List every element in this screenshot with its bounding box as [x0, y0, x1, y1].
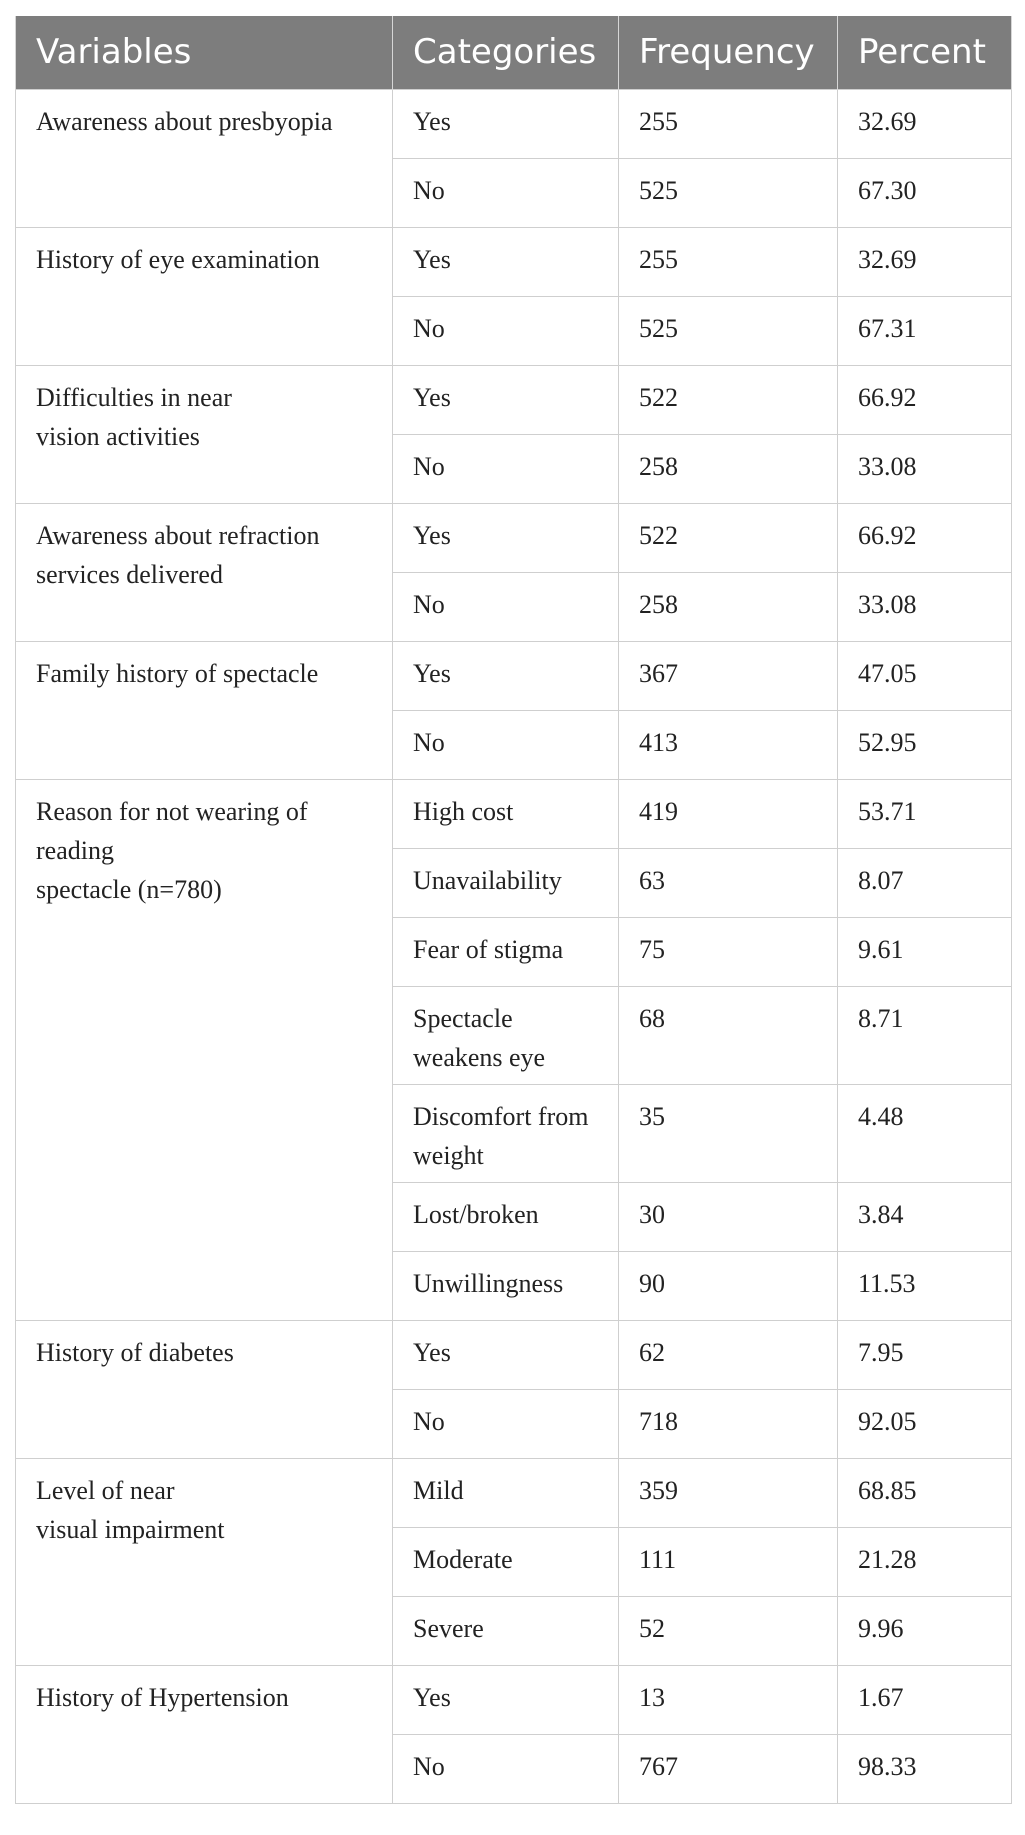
variable-cell: History of Hypertension [16, 1665, 393, 1803]
category-cell: Yes [393, 1665, 619, 1734]
frequency-cell: 255 [619, 227, 838, 296]
variable-cell: Family history of spectacle [16, 641, 393, 779]
percent-cell: 68.85 [838, 1458, 1012, 1527]
frequency-cell: 367 [619, 641, 838, 710]
frequency-cell: 525 [619, 296, 838, 365]
percent-cell: 3.84 [838, 1182, 1012, 1251]
table-row [16, 1458, 1012, 1527]
percent-cell: 33.08 [838, 572, 1012, 641]
frequency-cell: 63 [619, 848, 838, 917]
frequency-cell: 522 [619, 365, 838, 434]
percent-cell: 11.53 [838, 1251, 1012, 1320]
percent-cell: 9.96 [838, 1596, 1012, 1665]
frequency-cell: 13 [619, 1665, 838, 1734]
percent-cell: 4.48 [838, 1084, 1012, 1182]
category-cell: Moderate [393, 1527, 619, 1596]
header-frequency: Frequency [619, 16, 838, 89]
category-cell: Unavailability [393, 848, 619, 917]
percent-cell: 98.33 [838, 1734, 1012, 1803]
table-row [16, 89, 1012, 158]
percent-cell: 33.08 [838, 434, 1012, 503]
percent-cell: 67.30 [838, 158, 1012, 227]
percent-cell: 47.05 [838, 641, 1012, 710]
frequency-cell: 255 [619, 89, 838, 158]
frequency-cell: 525 [619, 158, 838, 227]
percent-cell: 67.31 [838, 296, 1012, 365]
percent-cell: 7.95 [838, 1320, 1012, 1389]
variable-cell: Difficulties in near vision activities [16, 365, 393, 503]
variable-cell: Reason for not wearing of reading spectacle (n=780) [16, 779, 393, 1320]
header-percent: Percent [838, 16, 1012, 89]
table-header [16, 16, 1012, 89]
variable-cell: Level of near visual impairment [16, 1458, 393, 1665]
frequency-cell: 62 [619, 1320, 838, 1389]
table-row [16, 641, 1012, 710]
category-cell: Unwillingness [393, 1251, 619, 1320]
category-cell: No [393, 296, 619, 365]
frequency-cell: 111 [619, 1527, 838, 1596]
table-row [16, 779, 1012, 848]
percent-cell: 53.71 [838, 779, 1012, 848]
variable-cell: History of eye examination [16, 227, 393, 365]
category-cell: Yes [393, 227, 619, 296]
category-cell: No [393, 158, 619, 227]
category-cell: No [393, 710, 619, 779]
header-variables: Variables [16, 16, 393, 89]
header-categories: Categories [393, 16, 619, 89]
percent-cell: 32.69 [838, 89, 1012, 158]
table-row [16, 1665, 1012, 1734]
variable-cell: Awareness about presbyopia [16, 89, 393, 227]
percent-cell: 1.67 [838, 1665, 1012, 1734]
frequency-cell: 90 [619, 1251, 838, 1320]
variable-cell: Awareness about refraction services delivered [16, 503, 393, 641]
category-cell: Severe [393, 1596, 619, 1665]
frequency-cell: 52 [619, 1596, 838, 1665]
frequency-cell: 35 [619, 1084, 838, 1182]
category-cell: Yes [393, 1320, 619, 1389]
frequency-cell: 767 [619, 1734, 838, 1803]
percent-cell: 32.69 [838, 227, 1012, 296]
category-cell: No [393, 1389, 619, 1458]
category-cell: Yes [393, 503, 619, 572]
percent-cell: 8.71 [838, 986, 1012, 1084]
frequency-cell: 30 [619, 1182, 838, 1251]
frequency-cell: 419 [619, 779, 838, 848]
category-cell: Yes [393, 89, 619, 158]
category-cell: Discomfort from weight [393, 1084, 619, 1182]
percent-cell: 92.05 [838, 1389, 1012, 1458]
data-table [15, 16, 1012, 1804]
percent-cell: 21.28 [838, 1527, 1012, 1596]
category-cell: Yes [393, 641, 619, 710]
variable-cell: History of diabetes [16, 1320, 393, 1458]
table-row [16, 503, 1012, 572]
category-cell: Yes [393, 365, 619, 434]
frequency-cell: 68 [619, 986, 838, 1084]
category-cell: Spectacle weakens eye [393, 986, 619, 1084]
category-cell: Mild [393, 1458, 619, 1527]
header-row [16, 16, 1012, 89]
percent-cell: 9.61 [838, 917, 1012, 986]
category-cell: No [393, 572, 619, 641]
frequency-cell: 413 [619, 710, 838, 779]
frequency-cell: 359 [619, 1458, 838, 1527]
table-row [16, 365, 1012, 434]
frequency-cell: 258 [619, 572, 838, 641]
table-row [16, 1320, 1012, 1389]
frequency-cell: 75 [619, 917, 838, 986]
frequency-cell: 522 [619, 503, 838, 572]
frequency-cell: 258 [619, 434, 838, 503]
table-body [16, 89, 1012, 1803]
percent-cell: 8.07 [838, 848, 1012, 917]
percent-cell: 66.92 [838, 365, 1012, 434]
category-cell: High cost [393, 779, 619, 848]
category-cell: No [393, 434, 619, 503]
frequency-cell: 718 [619, 1389, 838, 1458]
percent-cell: 52.95 [838, 710, 1012, 779]
category-cell: No [393, 1734, 619, 1803]
table-row [16, 227, 1012, 296]
category-cell: Fear of stigma [393, 917, 619, 986]
percent-cell: 66.92 [838, 503, 1012, 572]
category-cell: Lost/broken [393, 1182, 619, 1251]
